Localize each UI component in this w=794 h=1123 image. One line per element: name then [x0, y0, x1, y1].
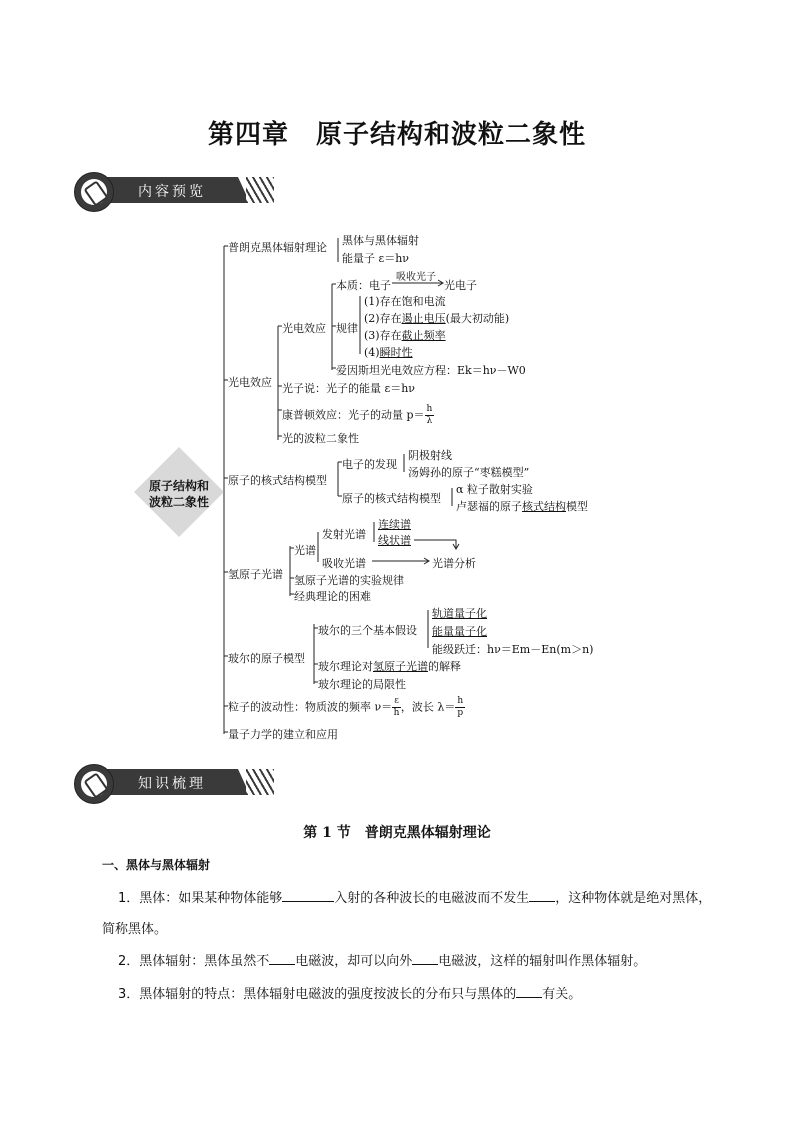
node-duality: 光的波粒二象性: [282, 432, 359, 445]
node-rutherford: 卢瑟福的原子核式结构模型: [456, 500, 588, 513]
node-law-3: (3)存在截止频率: [364, 329, 446, 342]
node-bohr-explain: 玻尔理论对氢原子光谱的解释: [318, 660, 461, 673]
node-planck-blackbody: 黑体与黑体辐射: [342, 234, 419, 247]
node-law: 规律: [336, 322, 358, 335]
paragraph-1: 1．黑体：如果某种物体能够 入射的各种波长的电磁波而不发生 ，这种物体就是绝对黑体，: [118, 891, 712, 906]
node-essence-result: 光电子: [444, 279, 477, 292]
node-photoelectric-effect: 光电效应: [282, 322, 326, 335]
node-essence-arrow-text: 吸收光子: [396, 272, 436, 283]
banner-label: 内容预览: [138, 184, 206, 200]
node-planck-quantum: 能量子 ε＝hν: [342, 252, 409, 265]
nu-fraction: $\frac{\varepsilon}{h}$: [393, 696, 400, 718]
node-law-2: (2)存在遏止电压(最大初动能): [364, 312, 510, 325]
lambda-fraction: $\frac{h}{p}$: [457, 696, 464, 718]
section-title: 第 1 节 普朗克黑体辐射理论: [303, 825, 491, 841]
node-wave: 粒子的波动性：物质波的频率 ν＝ $\frac{\varepsilon}{h}$ ，波长 λ＝ $\frac{h}{p}$: [228, 696, 464, 718]
paragraph-1-cont: 简称黑体。: [102, 922, 168, 937]
node-photon: 光子说：光子的能量 ε＝hν: [282, 382, 415, 395]
node-planck: 普朗克黑体辐射理论: [228, 241, 327, 254]
center-node-line1: 原子结构和: [148, 479, 209, 493]
node-essence: 本质：电子: [336, 279, 391, 292]
blank[interactable]: [516, 985, 542, 998]
node-nuclear: 原子的核式结构模型: [228, 474, 327, 487]
chapter-title: 第四章 原子结构和波粒二象性: [207, 120, 586, 150]
node-quantum: 量子力学的建立和应用: [228, 728, 338, 741]
center-node: [134, 447, 224, 537]
banner-label: 知识梳理: [138, 776, 206, 792]
node-hydrogen: 氢原子光谱: [228, 568, 283, 581]
compton-fraction: $\frac{h}{\lambda}$: [426, 404, 433, 426]
node-analysis: 光谱分析: [432, 557, 476, 570]
node-classical: 经典理论的困难: [294, 590, 371, 603]
node-assumptions: 玻尔的三个基本假设: [318, 624, 417, 637]
node-alpha: α 粒子散射实验: [456, 483, 533, 496]
banner-stripes: [246, 769, 274, 795]
node-line-spectrum: 线状谱: [378, 534, 411, 547]
node-electron-discovery: 电子的发现: [342, 458, 397, 471]
paragraph-2: 2．黑体辐射：黑体虽然不 电磁波，却可以向外 电磁波，这样的辐射叫作黑体辐射。: [118, 954, 647, 969]
section-subtitle: 一、黑体与黑体辐射: [102, 858, 211, 872]
node-continuous: 连续谱: [378, 518, 411, 531]
paragraph-3: 3．黑体辐射的特点：黑体辐射电磁波的强度按波长的分布只与黑体的 有关。: [118, 987, 582, 1002]
blank[interactable]: [529, 889, 555, 902]
node-energy: 能量量子化: [432, 625, 487, 638]
node-spectrum: 光谱: [294, 544, 316, 557]
node-orbit: 轨道量子化: [432, 607, 487, 620]
blank[interactable]: [282, 889, 334, 902]
node-bohr: 玻尔的原子模型: [228, 652, 305, 665]
blank[interactable]: [412, 952, 438, 965]
node-law-1: (1)存在饱和电流: [364, 295, 446, 308]
node-compton: 康普顿效应：光子的动量 p＝ $\frac{h}{\lambda}$: [282, 404, 433, 426]
node-bohr-limit: 玻尔理论的局限性: [318, 678, 406, 691]
blank[interactable]: [269, 952, 295, 965]
node-einstein: 爱因斯坦光电效应方程：Ek＝hν－W0: [336, 364, 526, 377]
node-absorption: 吸收光谱: [322, 557, 366, 570]
book-icon: [74, 764, 114, 804]
node-photoelectric: 光电效应: [228, 376, 272, 389]
node-hydrogen-rule: 氢原子光谱的实验规律: [294, 574, 404, 587]
center-node-line2: 波粒二象性: [148, 495, 209, 509]
node-transition: 能级跃迁：hν＝Em－En(m＞n): [432, 643, 594, 656]
node-cathode: 阴极射线: [408, 449, 452, 462]
review-banner: [74, 764, 274, 804]
node-thomson: 汤姆孙的原子“枣糕模型”: [408, 466, 530, 479]
node-nuclear-model: 原子的核式结构模型: [342, 492, 441, 505]
node-emission: 发射光谱: [322, 528, 366, 541]
node-law-4: (4)瞬时性: [364, 346, 413, 359]
